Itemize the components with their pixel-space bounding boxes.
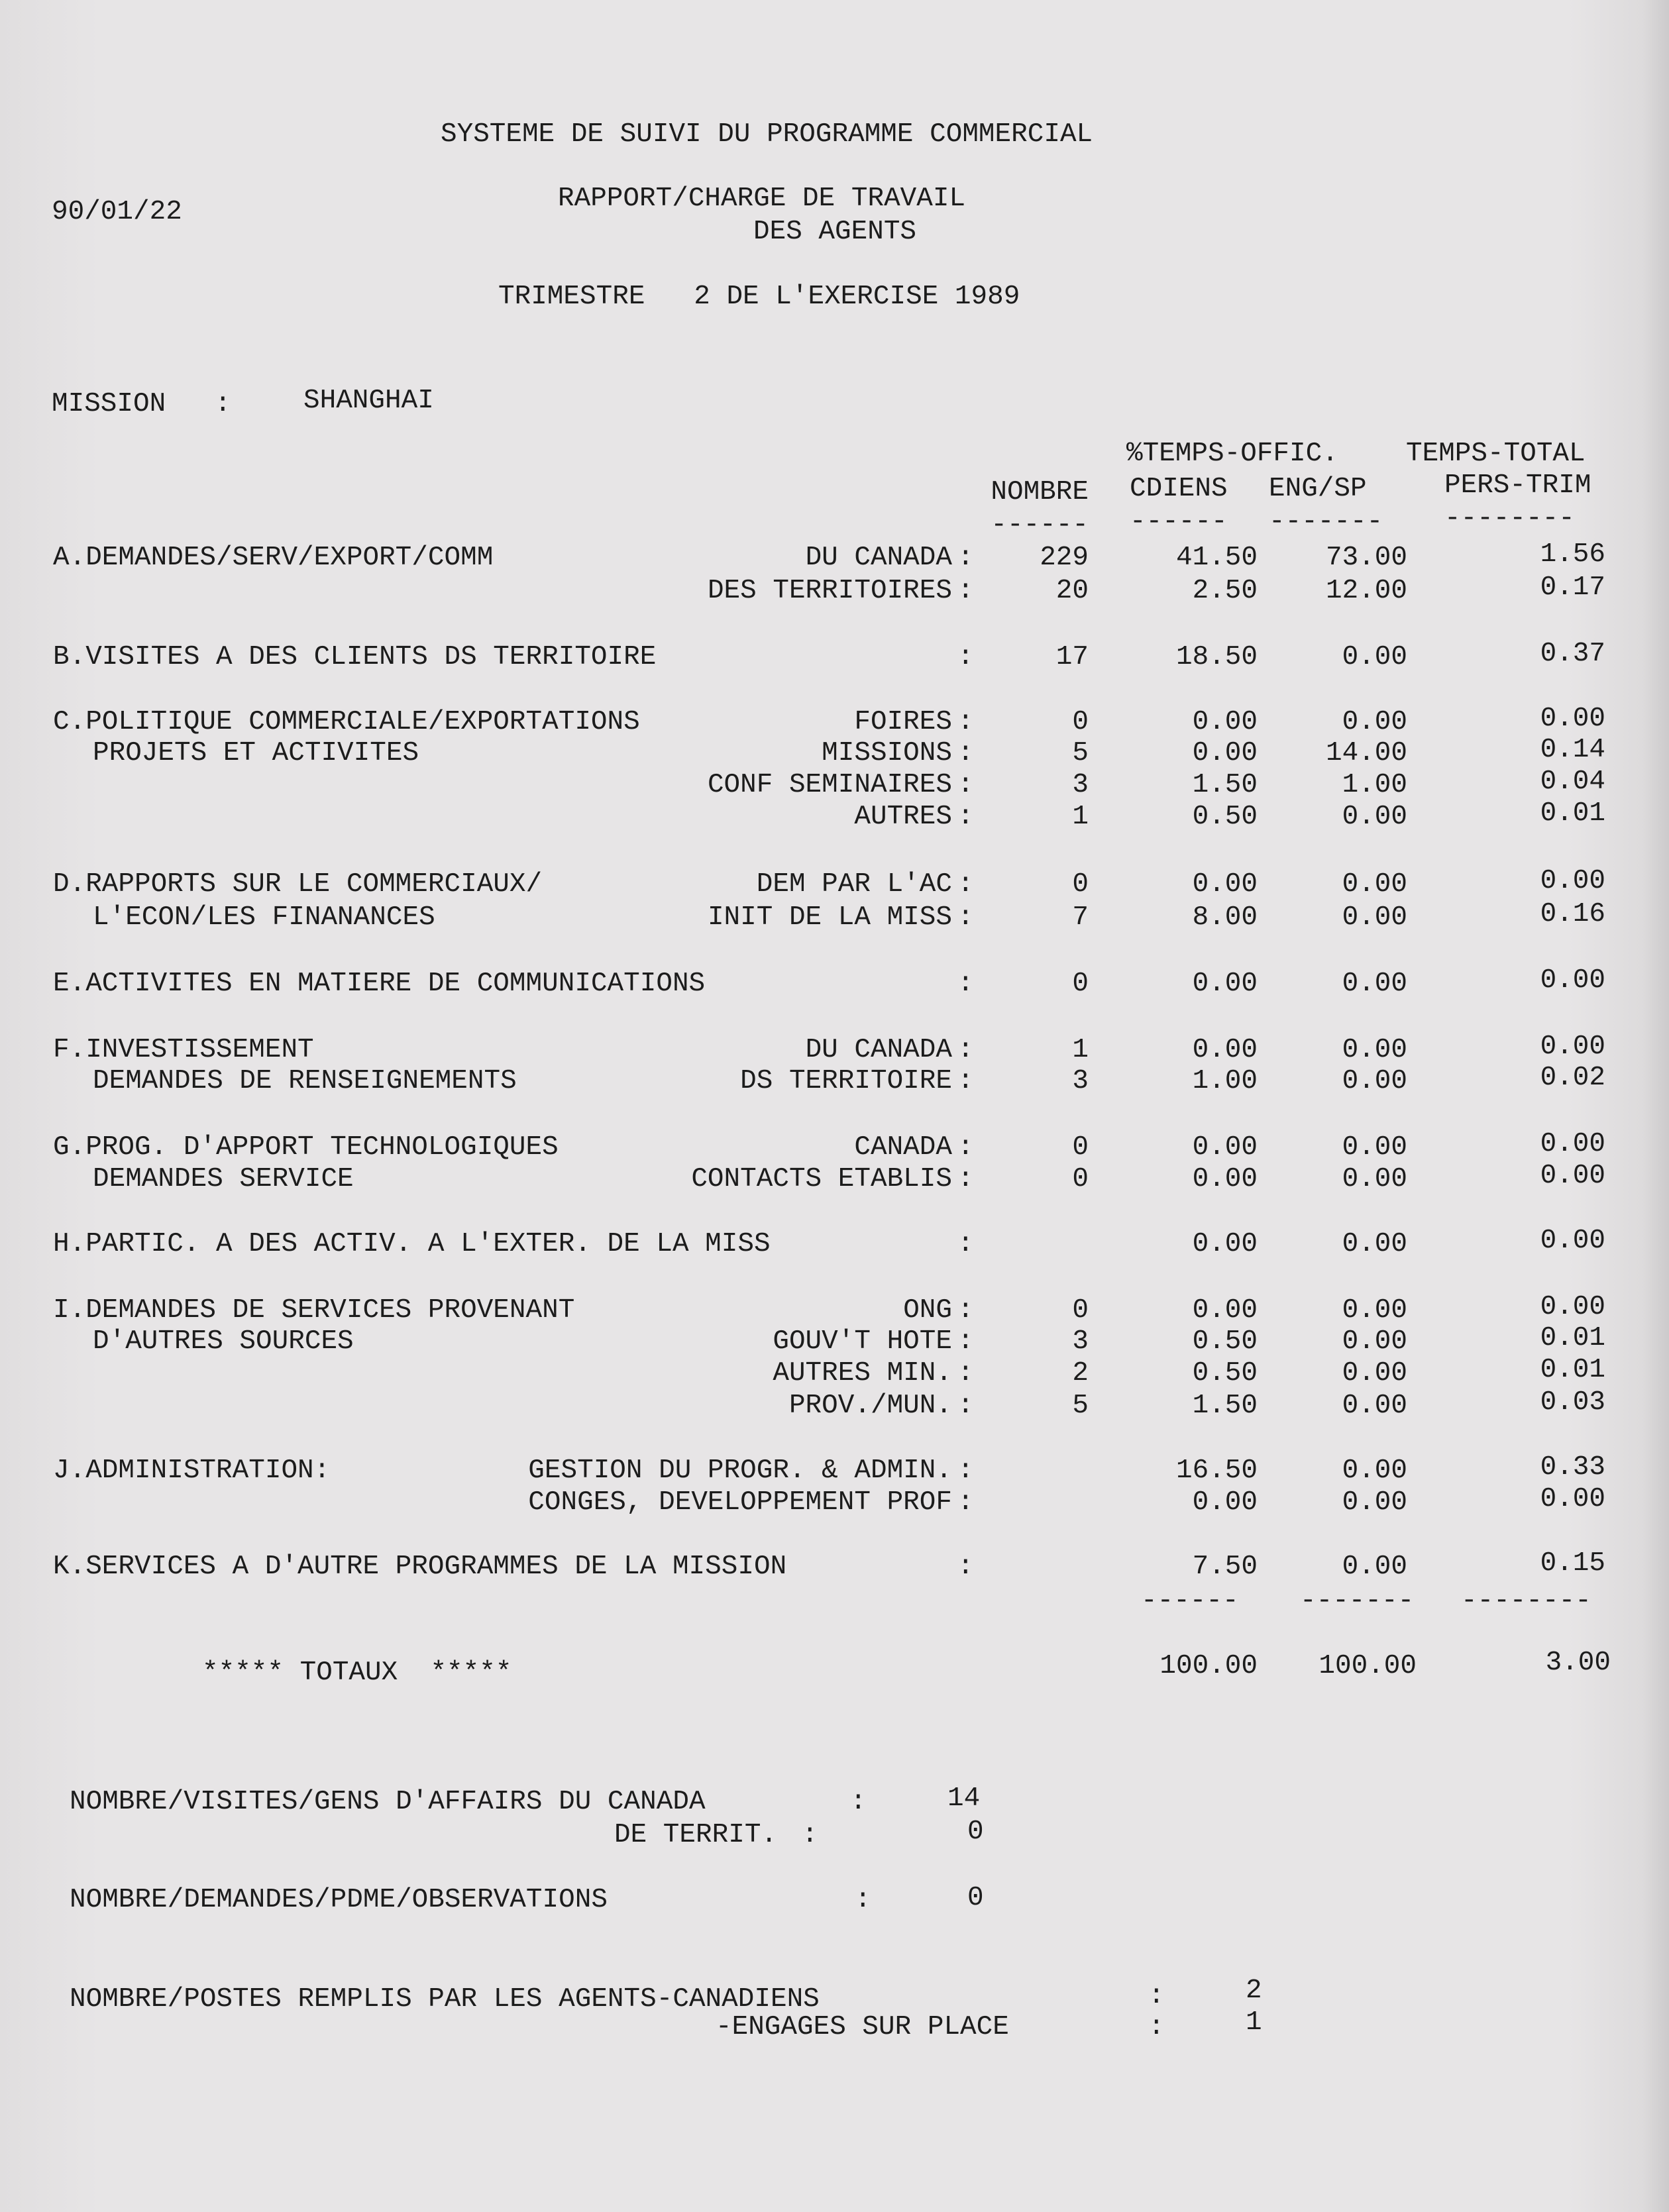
summary-postes-colon: : — [1148, 1981, 1165, 2011]
row-nombre: 7 — [1072, 902, 1089, 933]
row-engsp: 0.00 — [1342, 1455, 1407, 1486]
row-engsp: 0.00 — [1342, 902, 1407, 933]
page-edge-shadow — [1642, 0, 1669, 2212]
report-date: 90/01/22 — [52, 197, 182, 227]
row-category: J.ADMINISTRATION: — [53, 1455, 331, 1486]
row-detail: DEM PAR L'AC — [756, 869, 952, 900]
row-cdiens: 0.50 — [1192, 802, 1258, 832]
row-nombre: 20 — [1055, 576, 1089, 606]
row-nombre: 5 — [1072, 1391, 1089, 1421]
row-pers-trim: 0.37 — [1540, 639, 1605, 669]
row-engsp: 0.00 — [1342, 802, 1407, 832]
row-detail: CANADA — [854, 1132, 952, 1163]
row-nombre: 0 — [1072, 1164, 1089, 1194]
row-cdiens: 1.50 — [1192, 770, 1258, 800]
row-nombre: 17 — [1055, 642, 1089, 672]
row-colon: : — [957, 1326, 974, 1357]
row-subcategory: DEMANDES SERVICE — [93, 1164, 354, 1194]
row-colon: : — [957, 1035, 974, 1065]
row-category: F.INVESTISSEMENT — [53, 1035, 314, 1065]
row-nombre: 0 — [1072, 969, 1089, 999]
summary-territ-label: DE TERRIT. — [614, 1820, 778, 1850]
summary-postes-value: 2 — [1246, 1975, 1262, 2006]
row-detail: CONF SEMINAIRES — [707, 770, 952, 800]
summary-engages-value: 1 — [1246, 2007, 1262, 2038]
row-category: E.ACTIVITES EN MATIERE DE COMMUNICATIONS — [53, 969, 706, 999]
summary-postes-label: NOMBRE/POSTES REMPLIS PAR LES AGENTS-CANADIENS — [70, 1984, 820, 2015]
row-engsp: 0.00 — [1342, 1358, 1407, 1389]
row-cdiens: 18.50 — [1175, 642, 1258, 672]
row-nombre: 3 — [1072, 1066, 1089, 1096]
row-colon: : — [957, 1164, 974, 1194]
col-header-total: TEMPS-TOTAL — [1406, 439, 1586, 469]
row-colon: : — [957, 642, 974, 672]
row-nombre: 3 — [1072, 1326, 1089, 1357]
row-engsp: 0.00 — [1342, 1164, 1407, 1194]
report-subtitle-line1: RAPPORT/CHARGE DE TRAVAIL — [558, 184, 966, 214]
col-underline-cdiens: ------ — [1130, 507, 1228, 537]
row-cdiens: 7.50 — [1192, 1552, 1258, 1582]
row-engsp: 0.00 — [1342, 1487, 1407, 1518]
row-colon: : — [957, 1295, 974, 1326]
row-cdiens: 0.00 — [1192, 1295, 1258, 1326]
row-cdiens: 2.50 — [1192, 576, 1258, 606]
summary-engages-label: -ENGAGES SUR PLACE — [716, 2012, 1009, 2042]
col-header-engsp: ENG/SP — [1269, 474, 1367, 504]
row-cdiens: 0.00 — [1192, 1035, 1258, 1065]
row-subcategory: L'ECON/LES FINANANCES — [93, 902, 435, 933]
row-detail: DU CANADA — [805, 543, 952, 573]
row-detail: INIT DE LA MISS — [707, 902, 952, 933]
row-cdiens: 0.00 — [1192, 707, 1258, 737]
totals-underline-engsp: ------- — [1300, 1586, 1415, 1616]
report-period: TRIMESTRE 2 DE L'EXERCISE 1989 — [498, 282, 1020, 312]
row-engsp: 0.00 — [1342, 1229, 1407, 1259]
row-cdiens: 0.00 — [1192, 1229, 1258, 1259]
row-pers-trim: 0.01 — [1540, 1323, 1605, 1353]
summary-visites-colon: : — [850, 1787, 867, 1817]
summary-territ-value: 0 — [967, 1817, 984, 1847]
row-colon: : — [957, 770, 974, 800]
row-cdiens: 16.50 — [1175, 1455, 1258, 1486]
row-detail: AUTRES MIN. — [773, 1358, 952, 1389]
row-pers-trim: 0.00 — [1540, 1129, 1605, 1159]
mission-value: SHANGHAI — [303, 386, 434, 416]
row-engsp: 0.00 — [1342, 1295, 1407, 1326]
row-detail: FOIRES — [854, 707, 952, 737]
row-engsp: 0.00 — [1342, 1132, 1407, 1163]
row-cdiens: 0.00 — [1192, 969, 1258, 999]
row-cdiens: 0.00 — [1192, 1487, 1258, 1518]
row-engsp: 0.00 — [1342, 1326, 1407, 1357]
row-pers-trim: 0.03 — [1540, 1387, 1605, 1418]
row-cdiens: 0.00 — [1192, 869, 1258, 900]
row-colon: : — [957, 869, 974, 900]
row-colon: : — [957, 1358, 974, 1389]
row-nombre: 1 — [1072, 802, 1089, 832]
report-title: SYSTEME DE SUIVI DU PROGRAMME COMMERCIAL — [441, 119, 1093, 150]
totals-pers: 3.00 — [1545, 1648, 1611, 1678]
row-pers-trim: 0.14 — [1540, 735, 1605, 765]
totals-underline-cdiens: ------ — [1141, 1586, 1239, 1616]
row-engsp: 14.00 — [1325, 738, 1407, 768]
row-cdiens: 1.50 — [1192, 1391, 1258, 1421]
row-nombre: 2 — [1072, 1358, 1089, 1389]
col-header-nombre: NOMBRE — [991, 477, 1089, 507]
row-nombre: 0 — [1072, 1132, 1089, 1163]
row-category: C.POLITIQUE COMMERCIALE/EXPORTATIONS — [53, 707, 640, 737]
row-pers-trim: 0.00 — [1540, 965, 1605, 996]
row-cdiens: 0.00 — [1192, 738, 1258, 768]
row-colon: : — [957, 543, 974, 573]
summary-demandes-colon: : — [855, 1885, 871, 1915]
row-category: H.PARTIC. A DES ACTIV. A L'EXTER. DE LA MISS — [53, 1229, 771, 1259]
row-pers-trim: 0.01 — [1540, 1355, 1605, 1385]
row-detail: AUTRES — [854, 802, 952, 832]
row-subcategory: DEMANDES DE RENSEIGNEMENTS — [93, 1066, 517, 1096]
report-subtitle-line2: DES AGENTS — [753, 217, 917, 247]
row-pers-trim: 0.00 — [1540, 1292, 1605, 1322]
row-engsp: 1.00 — [1342, 770, 1407, 800]
row-engsp: 0.00 — [1342, 1066, 1407, 1096]
col-header-pers-trim: PERS-TRIM — [1444, 470, 1591, 501]
row-colon: : — [957, 1455, 974, 1486]
row-pers-trim: 0.33 — [1540, 1452, 1605, 1483]
row-detail: DU CANADA — [805, 1035, 952, 1065]
totals-cdiens: 100.00 — [1159, 1651, 1258, 1681]
row-pers-trim: 0.00 — [1540, 866, 1605, 896]
totals-label: ***** TOTAUX ***** — [202, 1658, 512, 1688]
row-detail: DES TERRITOIRES — [707, 576, 952, 606]
row-colon: : — [957, 738, 974, 768]
row-colon: : — [957, 1487, 974, 1518]
row-pers-trim: 0.01 — [1540, 798, 1605, 829]
row-cdiens: 41.50 — [1175, 543, 1258, 573]
row-pers-trim: 0.00 — [1540, 1031, 1605, 1062]
row-category: G.PROG. D'APPORT TECHNOLOGIQUES — [53, 1132, 559, 1163]
row-pers-trim: 0.16 — [1540, 899, 1605, 929]
row-nombre: 0 — [1072, 707, 1089, 737]
row-colon: : — [957, 1391, 974, 1421]
row-colon: : — [957, 902, 974, 933]
row-colon: : — [957, 802, 974, 832]
summary-visites-label: NOMBRE/VISITES/GENS D'AFFAIRS DU CANADA — [70, 1787, 706, 1817]
row-engsp: 0.00 — [1342, 1035, 1407, 1065]
mission-label: MISSION : — [52, 389, 231, 419]
row-engsp: 73.00 — [1325, 543, 1407, 573]
row-pers-trim: 0.00 — [1540, 1484, 1605, 1514]
summary-territ-colon: : — [802, 1820, 818, 1850]
row-nombre: 0 — [1072, 1295, 1089, 1326]
row-pers-trim: 0.17 — [1540, 572, 1605, 603]
row-detail: CONTACTS ETABLIS — [691, 1164, 952, 1194]
row-engsp: 12.00 — [1325, 576, 1407, 606]
col-underline-pers: -------- — [1444, 503, 1575, 534]
row-detail: ONG — [903, 1295, 952, 1326]
row-pers-trim: 0.15 — [1540, 1548, 1605, 1579]
summary-demandes-value: 0 — [967, 1883, 984, 1913]
row-category: D.RAPPORTS SUR LE COMMERCIAUX/ — [53, 869, 543, 900]
col-header-pct: %TEMPS-OFFIC. — [1126, 439, 1338, 469]
row-pers-trim: 1.56 — [1540, 539, 1605, 570]
col-underline-nombre: ------ — [991, 510, 1089, 541]
row-engsp: 0.00 — [1342, 969, 1407, 999]
row-detail: GOUV'T HOTE — [773, 1326, 952, 1357]
totals-underline-pers: -------- — [1461, 1586, 1591, 1616]
summary-demandes-label: NOMBRE/DEMANDES/PDME/OBSERVATIONS — [70, 1885, 608, 1915]
row-engsp: 0.00 — [1342, 1552, 1407, 1582]
row-cdiens: 0.50 — [1192, 1358, 1258, 1389]
row-detail: PROV./MUN. — [788, 1391, 952, 1421]
row-colon: : — [957, 1552, 974, 1582]
row-detail: GESTION DU PROGR. & ADMIN. — [528, 1455, 952, 1486]
row-pers-trim: 0.04 — [1540, 766, 1605, 797]
row-category: B.VISITES A DES CLIENTS DS TERRITOIRE — [53, 642, 657, 672]
row-engsp: 0.00 — [1342, 642, 1407, 672]
row-cdiens: 8.00 — [1192, 902, 1258, 933]
row-subcategory: PROJETS ET ACTIVITES — [93, 738, 419, 768]
row-colon: : — [957, 707, 974, 737]
row-nombre: 3 — [1072, 770, 1089, 800]
bleed-through-shadow — [398, 93, 1656, 2014]
totals-engsp: 100.00 — [1319, 1651, 1417, 1681]
row-pers-trim: 0.02 — [1540, 1063, 1605, 1093]
row-detail: CONGES, DEVELOPPEMENT PROF — [528, 1487, 952, 1518]
row-category: I.DEMANDES DE SERVICES PROVENANT — [53, 1295, 575, 1326]
row-subcategory: D'AUTRES SOURCES — [93, 1326, 354, 1357]
row-engsp: 0.00 — [1342, 869, 1407, 900]
row-cdiens: 0.50 — [1192, 1326, 1258, 1357]
row-cdiens: 1.00 — [1192, 1066, 1258, 1096]
row-engsp: 0.00 — [1342, 707, 1407, 737]
row-detail: DS TERRITOIRE — [740, 1066, 952, 1096]
row-pers-trim: 0.00 — [1540, 1161, 1605, 1191]
row-engsp: 0.00 — [1342, 1391, 1407, 1421]
summary-engages-colon: : — [1148, 2012, 1165, 2042]
row-nombre: 1 — [1072, 1035, 1089, 1065]
col-underline-engsp: ------- — [1269, 507, 1383, 537]
summary-visites-value: 14 — [947, 1783, 981, 1814]
row-cdiens: 0.00 — [1192, 1132, 1258, 1163]
row-pers-trim: 0.00 — [1540, 1226, 1605, 1256]
row-pers-trim: 0.00 — [1540, 704, 1605, 734]
row-cdiens: 0.00 — [1192, 1164, 1258, 1194]
row-detail: MISSIONS — [822, 738, 952, 768]
col-header-cdiens: CDIENS — [1130, 474, 1228, 504]
row-nombre: 0 — [1072, 869, 1089, 900]
row-category: A.DEMANDES/SERV/EXPORT/COMM — [53, 543, 494, 573]
row-colon: : — [957, 1066, 974, 1096]
row-colon: : — [957, 1229, 974, 1259]
row-colon: : — [957, 1132, 974, 1163]
row-colon: : — [957, 576, 974, 606]
row-category: K.SERVICES A D'AUTRE PROGRAMMES DE LA MISSION — [53, 1552, 787, 1582]
row-nombre: 229 — [1040, 543, 1089, 573]
row-nombre: 5 — [1072, 738, 1089, 768]
row-colon: : — [957, 969, 974, 999]
